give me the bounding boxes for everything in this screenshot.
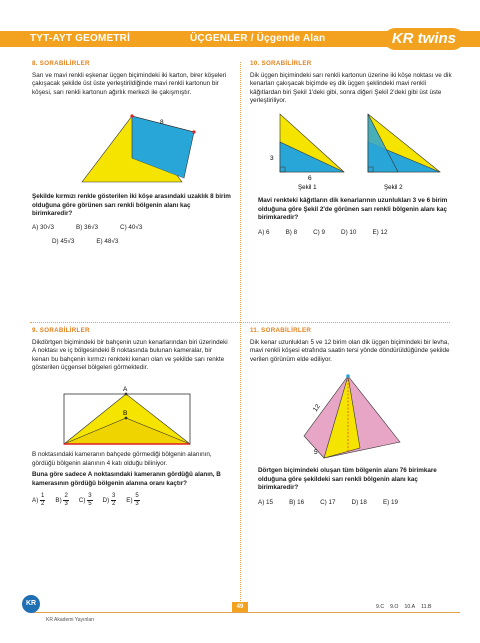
red-vertex-2 <box>192 130 195 133</box>
q10-figures <box>262 112 462 192</box>
q10-options <box>258 229 458 238</box>
q9-option-c-letter: C) <box>78 497 86 505</box>
publisher-name: KR Akademi Yayınları <box>46 617 95 623</box>
q11-option-b[interactable]: B) 16 <box>289 498 305 506</box>
q11-options <box>258 499 458 508</box>
label-b: B <box>123 410 128 417</box>
q10-option-b[interactable]: B) 8 <box>285 228 298 236</box>
q11-option-e[interactable]: E) 19 <box>382 498 398 506</box>
question-10-text: Dik üçgen biçimindeki sarı renkli kartonun üzerine iki köşe noktası ve dik kenarları çakışacak biçimde eş dik üçgen şeklindeki mavi renkli kâğıtlardan biri Şekil 1'deki gibi, sonra diğeri Şekil 2'deki gibi üst üste yerleştiriliyor. <box>250 71 452 105</box>
q8-option-b[interactable]: B) 36√3 <box>76 223 99 231</box>
q8-option-c[interactable]: C) 40√3 <box>120 223 143 231</box>
row-divider <box>30 322 450 323</box>
q9-a-num: 1 <box>41 493 45 500</box>
q9-b-den: 3 <box>64 501 68 508</box>
q8-option-a[interactable]: A) 30√3 <box>32 223 55 231</box>
q9-option-d-letter: D) <box>102 497 110 505</box>
question-9 <box>32 327 228 373</box>
q9-option-c-fraction <box>87 493 92 508</box>
grade-1: 9.C <box>376 604 385 610</box>
page-header <box>0 0 480 52</box>
question-8 <box>32 60 228 97</box>
question-11-prompt <box>258 467 458 507</box>
q9-c-num: 3 <box>88 493 92 500</box>
column-divider <box>240 62 241 607</box>
q9-d-num: 3 <box>111 493 116 500</box>
q8-option-d[interactable]: D) 45√3 <box>52 238 75 246</box>
q8-options-row2 <box>32 238 232 247</box>
question-11-text: Dik kenar uzunlukları 5 ve 12 birim olan dik üçgen biçimindeki bir levha, mavi renkli köşesi etrafında saatin tersi yönde döndürüldüğünde şekilde verilen görünüm elde ediliyor. <box>250 338 450 363</box>
q9-option-e[interactable] <box>126 493 139 508</box>
topic-title: ÜÇGENLER / Üçgende Alan <box>190 33 326 44</box>
q11-figure <box>300 372 410 464</box>
subject-title: TYT-AYT GEOMETRİ <box>30 33 131 44</box>
question-9-heading: 9. SORABİLİRLER <box>32 327 90 334</box>
q9-d-den: 2 <box>111 501 116 508</box>
question-9-text: Dikdörtgen biçimindeki bir bahçenin uzun kenarlarından biri üzerindeki A noktası ve iç bölgesindeki B noktasında bulunan kameralar, bir kenarı bu bahçenin kırmızı renkteki kenarı olan ve şekilde sarı renkte gösterilen üçgensel bölgeleri görmektedir. <box>32 338 228 372</box>
brand-logo: KR twins <box>384 28 464 50</box>
publisher-logo: KR <box>22 595 40 613</box>
q9-c-den: 5 <box>88 501 92 508</box>
question-11-heading: 11. SORABİLİRLER <box>250 327 312 334</box>
question-10 <box>250 60 454 106</box>
q9-option-e-fraction <box>134 493 139 508</box>
question-8-question: Şekilde kırmızı renkle gösterilen iki köşe arasındaki uzaklık 8 birim olduğuna göre görünen sarı renkli bölgenin alanı kaç birimkaredir? <box>32 193 231 218</box>
red-vertex-1 <box>130 114 133 117</box>
q9-e-den: 3 <box>135 501 139 508</box>
q8-figure <box>72 112 202 184</box>
fig1-caption: Şekil 1 <box>298 184 317 191</box>
q9-e-num: 5 <box>135 493 139 500</box>
q9-figure <box>62 386 194 448</box>
fig2-caption: Şekil 2 <box>384 184 403 191</box>
footer-line <box>30 612 460 613</box>
label-a: A <box>123 386 128 393</box>
q9-option-a[interactable] <box>32 493 45 508</box>
question-9-prompt <box>32 451 232 508</box>
fig1-label-3: 3 <box>270 155 274 162</box>
q9-option-d[interactable] <box>103 493 117 508</box>
q9-a-den: 2 <box>41 501 45 508</box>
q11-label-12: 12 <box>311 403 322 414</box>
question-9-text2: B noktasındaki kameranın bahçede görmediği bölgenin alanının, gördüğü bölgenin alanının 4 katı olduğu biliniyor. <box>32 451 212 467</box>
q9-options <box>32 493 232 508</box>
page-number: 49 <box>232 602 248 612</box>
fig1-label-6: 6 <box>308 175 312 182</box>
q11-option-c[interactable]: C) 17 <box>320 498 336 506</box>
question-10-heading: 10. SORABİLİRLER <box>250 60 312 67</box>
question-10-question: Mavi renkteki kâğıtların dik kenarlarının uzunlukları 3 ve 6 birim olduğuna göre Şekil 2'de görünen sarı renkli bölgenin alanı kaç birimkaredir? <box>258 197 448 222</box>
q10-option-c[interactable]: C) 9 <box>313 228 326 236</box>
q9-option-d-fraction <box>111 493 116 508</box>
grade-3: 10.A <box>404 604 416 610</box>
q9-option-b[interactable] <box>55 493 68 508</box>
question-10-prompt <box>258 197 458 237</box>
question-11-question: Dörtgen biçimindeki oluşan tüm bölgenin alanı 76 birimkare olduğuna göre şekildeki sarı renkli bölgenin alanı kaç birimkaredir? <box>258 467 437 492</box>
q10-option-a[interactable]: A) 6 <box>258 228 270 236</box>
question-9-question: Buna göre sadece A noktasındaki kameranın gördüğü alanın, B kamerasının gördüğü bölgenin alanına oranı kaçtır? <box>32 471 221 487</box>
question-8-prompt <box>32 193 232 247</box>
q9-option-a-fraction <box>40 493 45 508</box>
question-11 <box>250 327 454 364</box>
q9-option-c[interactable] <box>79 493 93 508</box>
q10-option-d[interactable]: D) 10 <box>341 228 357 236</box>
question-8-heading: 8. SORABİLİRLER <box>32 60 90 67</box>
q11-option-d[interactable]: D) 18 <box>351 498 367 506</box>
q11-option-a[interactable]: A) 15 <box>258 498 274 506</box>
grade-levels <box>376 604 431 610</box>
q10-option-e[interactable]: E) 12 <box>372 228 388 236</box>
question-8-text: Sarı ve mavi renkli eşkenar üçgen biçimindeki iki karton, birer köşeleri çakışacak şekilde üst üste yerleştirildiğinde mavi renkli kartonun bir köşesi, sarı renkli kartonun ağırlık merkezi ile çakışmıştır. <box>32 71 227 96</box>
blue-pivot-vertex <box>346 374 350 378</box>
q8-option-e[interactable]: E) 48√3 <box>96 238 119 246</box>
grade-2: 9.O <box>390 604 399 610</box>
q11-label-5: 5 <box>314 449 318 456</box>
q9-option-a-letter: A) <box>32 497 39 505</box>
q8-options-row1 <box>32 224 232 233</box>
point-a <box>125 393 128 396</box>
grade-4: 11.B <box>421 604 432 610</box>
point-b <box>125 417 128 420</box>
q9-option-b-fraction <box>63 493 68 508</box>
q8-length-label: 8 <box>160 119 164 126</box>
q9-option-b-letter: B) <box>55 497 62 505</box>
q9-option-e-letter: E) <box>126 497 133 505</box>
q9-b-num: 2 <box>64 493 68 500</box>
